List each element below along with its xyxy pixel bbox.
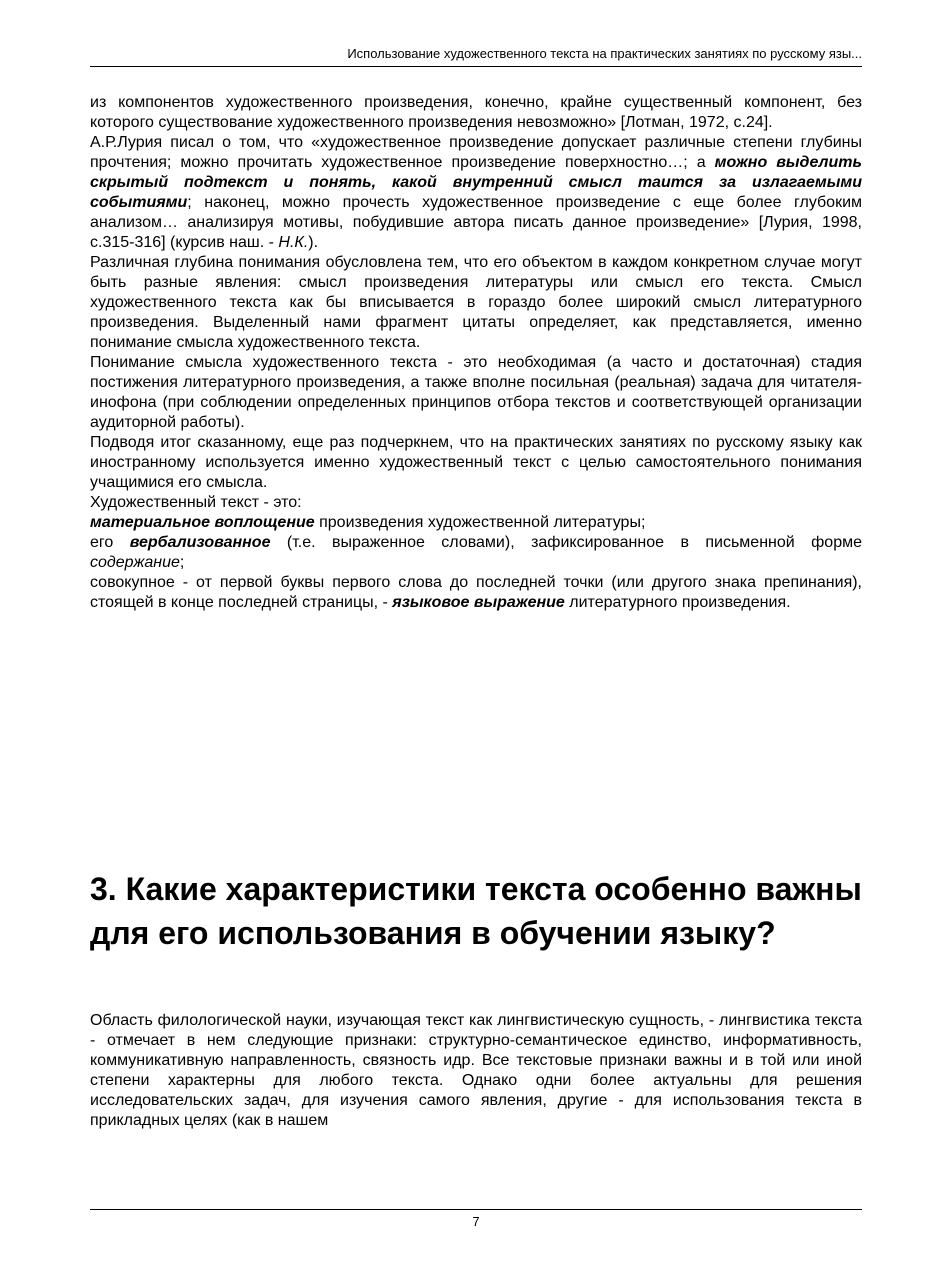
- list-item-2: [90, 533, 862, 573]
- text-run: ).: [308, 234, 319, 251]
- page-number: 7: [472, 1214, 480, 1229]
- list-item-1: [90, 513, 862, 533]
- footer-divider: [90, 1209, 862, 1210]
- header-divider: [90, 66, 862, 67]
- text-run: ;: [179, 554, 185, 571]
- italic-emphasis: материальное воплощение: [90, 514, 315, 531]
- text-run: литературного произведения.: [564, 594, 791, 611]
- author-initials: Н.К.: [278, 234, 309, 251]
- paragraph-3: Различная глубина понимания обусловлена тем, что его объектом в каждом конкретном случае могут быть разные явления: смысл произведения литературы или смысл его текста. Смысл художественного текста как бы вписывается в гораздо более широкий смысл литературного произведения. Выделенный нами фрагмент цитаты определяет, как представляется, именно понимание смысла художественного текста.: [90, 254, 862, 351]
- text-run: ; наконец, можно прочесть художественное произведение с еще более глубоким анализом… анализируя мотивы, побудившие автора писать данное произведение» [Лурия, 1998, с.315-316] (курсив наш. -: [90, 194, 862, 251]
- section-heading: 3. Какие характеристики текста особенно важны для его использования в обучении языку?: [90, 871, 862, 951]
- section-paragraph: Область филологической науки, изучающая текст как лингвистическую сущность, - лингвистика текста - отмечает в нем следующие признаки: структурно-семантическое единство, информативность, коммуникативную направленность, связность идр. Все текстовые признаки важны и в той или иной степени характерны для любого текста. Однако одни более актуальны для решения исследовательских задач, для изучения самого явления, другие - для использования текста в прикладных целях (как в нашем: [90, 1012, 862, 1129]
- paragraph-5: Подводя итог сказанному, еще раз подчеркнем, что на практических занятиях по русскому языку как иностранному используется именно художественный текст с целью самостоятельного понимания учащимися его смысла.: [90, 434, 862, 491]
- running-header: Использование художественного текста на практических занятиях по русскому язы...: [347, 46, 862, 61]
- text-run: А.Р.Лурия писал о том, что «художественное произведение допускает различные степени глубины прочтения; можно прочитать художественное произведение поверхностно…; а: [90, 134, 862, 171]
- text-run: произведения художественной литературы;: [314, 514, 646, 531]
- body-text: [90, 93, 862, 613]
- list-item-3: [90, 573, 862, 613]
- text-run: его: [90, 534, 130, 551]
- paragraph-6: Художественный текст - это:: [90, 494, 302, 511]
- text-run: совокупное - от первой буквы первого слова до последней точки (или другого знака препинания), стоящей в конце последней страницы, -: [90, 574, 862, 611]
- italic-emphasis: можно выделить скрытый подтекст и понять, какой внутренний смысл таится за излагаемыми событиями: [90, 154, 862, 211]
- section-text: [90, 1011, 862, 1131]
- paragraph-2: [90, 133, 862, 253]
- italic-emphasis: вербализованное: [129, 534, 271, 551]
- italic-emphasis: языковое выражение: [392, 594, 565, 611]
- paragraph-1: из компонентов художественного произведения, конечно, крайне существенный компонент, без которого существование художественного произведения невозможно» [Лотман, 1972, с.24].: [90, 94, 862, 131]
- italic-emphasis: содержание: [90, 554, 180, 571]
- paragraph-4: Понимание смысла художественного текста - это необходимая (а часто и достаточная) стадия постижения литературного произведения, а также вполне посильная (реальная) задача для читателя-инофона (при соблюдении определенных принципов отбора текстов и соответствующей организации аудиторной работы).: [90, 354, 862, 431]
- text-run: (т.е. выраженное словами), зафиксированное в письменной форме: [270, 534, 862, 551]
